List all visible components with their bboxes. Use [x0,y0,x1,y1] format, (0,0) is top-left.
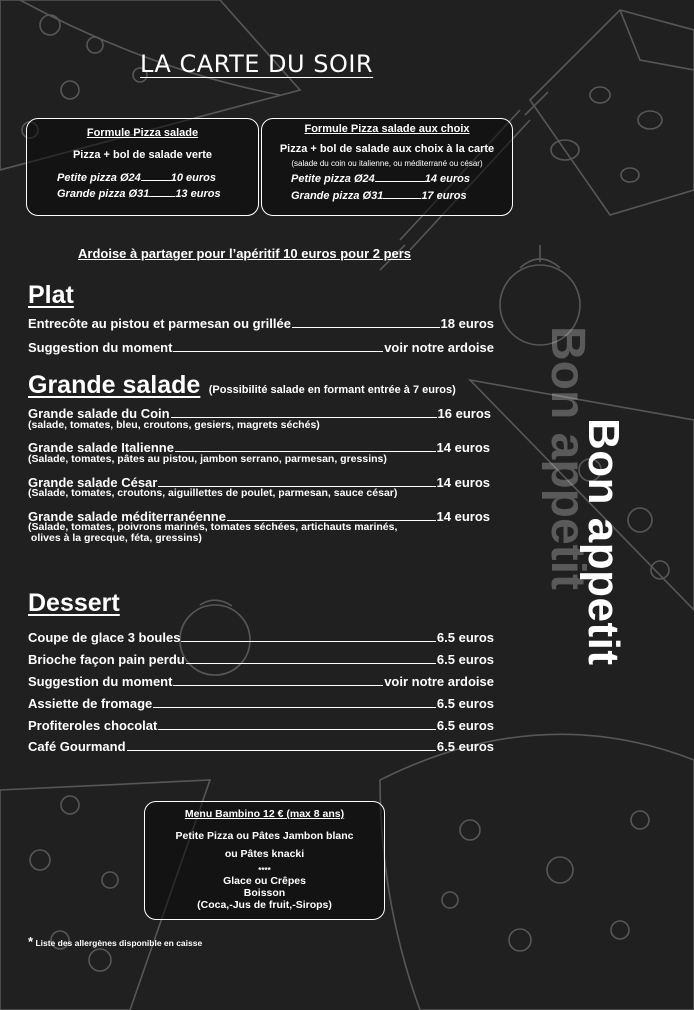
allergen-footnote [28,934,202,949]
menu-item: Suggestion du moment voir notre ardoise [28,674,494,689]
menu-item: Grande salade César 14 euros [28,475,490,490]
bon-appetit-text: Bon appetit [579,418,628,666]
bambino-line: **** [258,866,271,875]
menu-item: Profiteroles chocolat 6.5 euros [28,718,494,733]
ardoise-offer: Ardoise à partager pour l’apéritif 10 euros pour 2 pers [78,246,412,261]
salade-note: (Possibilité salade en formant entrée à 7 euros) [208,384,456,396]
page-title: LA CARTE DU SOIR [140,50,374,78]
menu-item: Café Gourmand 6.5 euros [28,739,494,754]
formule1-line: Grande pizza Ø31 13 euros [57,188,221,200]
formule1-heading: Formule Pizza salade [86,127,199,139]
menu-item: Brioche façon pain perdu 6.5 euros [28,652,494,667]
formule2-heading: Formule Pizza salade aux choix [304,123,470,135]
bambino-line: ou Pâtes knacki [224,848,305,860]
formule1-line: Petite pizza Ø24 10 euros [57,172,217,184]
bambino-line: Petite Pizza ou Pâtes Jambon blanc [175,830,354,842]
menu-item: Grande salade méditerranéenne 14 euros [28,509,490,524]
menu-item: Grande salade Italienne 14 euros [28,440,490,455]
salade-heading-row [28,371,456,400]
bon-appetit-shadow: Bon appetit [541,326,594,590]
footnote-text: Liste des allergènes disponible en caisse [35,938,203,948]
bambino-line: (Coca,-Jus de fruit,-Sirops) [197,899,332,911]
menu-item: Entrecôte au pistou et parmesan ou grillée 18 euros [28,316,494,331]
formule1-subtitle: Pizza + bol de salade verte [72,149,213,161]
plat-heading: Plat [28,281,74,309]
formule-pizza-salade-box [26,118,259,216]
formule2-line: Petite pizza Ø24 14 euros [291,173,471,185]
menu-item: Grande salade du Coin 16 euros [28,406,491,421]
formule-pizza-salade-choix-box [261,118,513,216]
dessert-heading: Dessert [28,589,120,617]
menu-item-description: (Salade, tomates, pâtes au pistou, jambon serrano, parmesan, gressins) [28,453,387,465]
menu-item: Assiette de fromage 6.5 euros [28,696,494,711]
bambino-line: Boisson [243,887,286,899]
menu-item: Suggestion du moment voir notre ardoise [28,340,494,355]
menu-item-description: (Salade, tomates, poivrons marinés, tomates séchées, artichauts marinés, [28,521,398,533]
formule2-note: (salade du coin ou italienne, ou méditerrané ou césar) [291,159,483,168]
formule2-subtitle: Pizza + bol de salade aux choix à la carte [279,143,495,155]
menu-item-description: (salade, tomates, bleu, croutons, gesiers, magrets séchés) [28,419,320,431]
salade-heading: Grande salade [28,371,201,399]
footnote-star: * [28,934,34,949]
formule2-line: Grande pizza Ø31 17 euros [291,190,467,202]
menu-bambino-box [144,801,385,920]
menu-item-description: olives à la grecque, féta, gressins) [28,532,202,544]
menu-item-description: (Salade, tomates, croutons, aiguillettes de poulet, parmesan, sauce césar) [28,487,398,499]
bambino-line: Glace ou Crêpes [223,875,306,887]
bambino-heading: Menu Bambino 12 € (max 8 ans) [184,808,345,820]
menu-item: Coupe de glace 3 boules 6.5 euros [28,630,494,645]
